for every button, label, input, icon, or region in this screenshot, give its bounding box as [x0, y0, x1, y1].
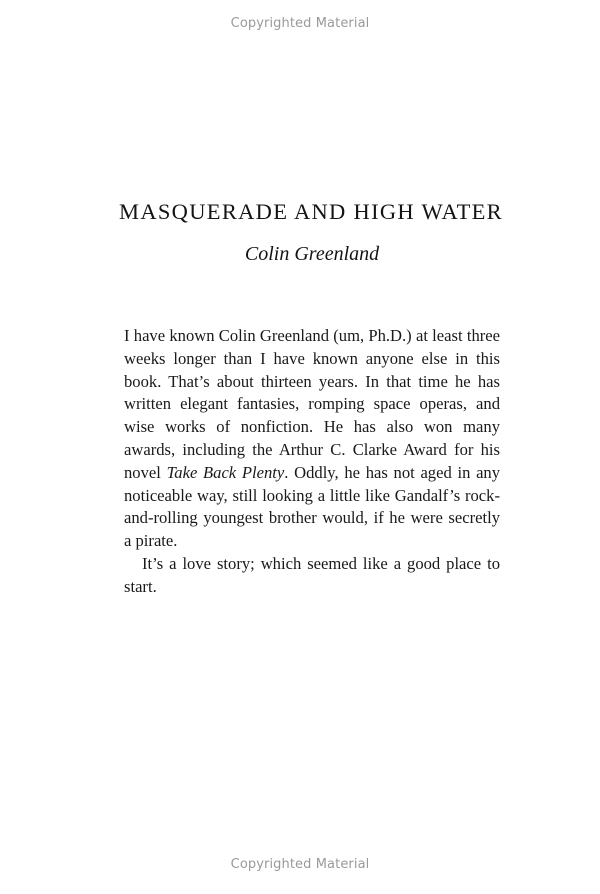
- introduction-text: [124, 325, 500, 599]
- copyright-watermark-top: Copyrighted Material: [230, 16, 370, 31]
- intro-paragraph-2: It’s a love story; which seemed like a good place to start.: [124, 553, 500, 596]
- book-title: Take Back Plenty: [166, 462, 285, 482]
- copyright-watermark-bottom: Copyrighted Material: [230, 857, 370, 872]
- intro-paragraph-1-end: . Oddly, he has not aged in any noticeable way, still looking a little like Gandalf’s rock-and-rolling youngest brother would, if he were secretly a pirate.: [124, 462, 501, 551]
- story-title: MASQUERADE AND HIGH WATER: [119, 199, 503, 224]
- intro-paragraph-1: [124, 325, 500, 553]
- intro-paragraph-1-start: I have known Colin Greenland (um, Ph.D.) at least three weeks longer than I have known anyone else in this book. That’s about thirteen years. In that time he has written elegant fantasies, romping space operas, and wise works of nonfiction. He has also won many awards, including the Arthur C. Clarke Award for his novel: [124, 326, 500, 482]
- story-author: Colin Greenland: [244, 243, 380, 265]
